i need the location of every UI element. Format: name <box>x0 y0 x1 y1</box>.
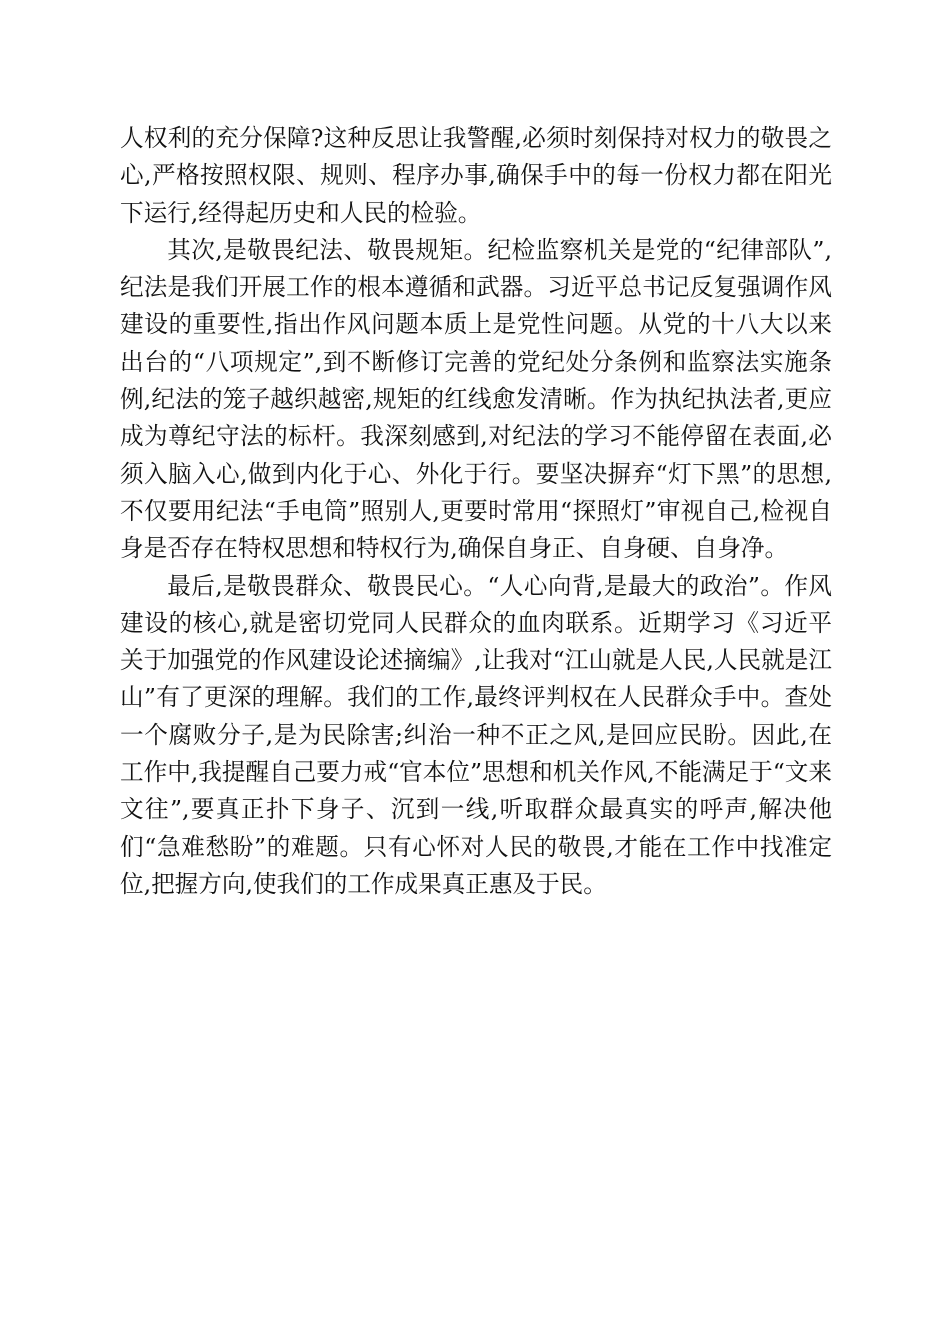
paragraph-respect-people: 最后,是敬畏群众、敬畏民心。“人心向背,是最大的政治”。作风建设的核心,就是密切党同人民群众的血肉联系。近期学习《习近平关于加强党的作风建设论述摘编》,让我对“江山就是人民,人民就是江山”有了更深的理解。我们的工作,最终评判权在人民群众手中。查处一个腐败分子,是为民除害;纠治一种不正之风,是回应民盼。因此,在工作中,我提醒自己要力戒“官本位”思想和机关作风,不能满足于“文来文往”,要真正扑下身子、沉到一线,听取群众最真实的呼声,解决他们“急难愁盼”的难题。只有心怀对人民的敬畏,才能在工作中找准定位,把握方向,使我们的工作成果真正惠及于民。 <box>120 571 832 898</box>
paragraph-respect-discipline: 其次,是敬畏纪法、敬畏规矩。纪检监察机关是党的“纪律部队”,纪法是我们开展工作的根本遵循和武器。习近平总书记反复强调作风建设的重要性,指出作风问题本质上是党性问题。从党的十八大以来出台的“八项规定”,到不断修订完善的党纪处分条例和监察法实施条例,纪法的笼子越织越密,规矩的红线愈发清晰。作为执纪执法者,更应成为尊纪守法的标杆。我深刻感到,对纪法的学习不能停留在表面,必须入脑入心,做到内化于心、外化于行。要坚决摒弃“灯下黑”的思想,不仅要用纪法“手电筒”照别人,更要时常用“探照灯”审视自己,检视自身是否存在特权思想和特权行为,确保自身正、自身硬、自身净。 <box>120 235 832 563</box>
body-text <box>120 120 832 903</box>
paragraph-continuation: 人权利的充分保障?这种反思让我警醒,必须时刻保持对权力的敬畏之心,严格按照权限、规则、程序办事,确保手中的每一份权力都在阳光下运行,经得起历史和人民的检验。 <box>120 124 832 227</box>
